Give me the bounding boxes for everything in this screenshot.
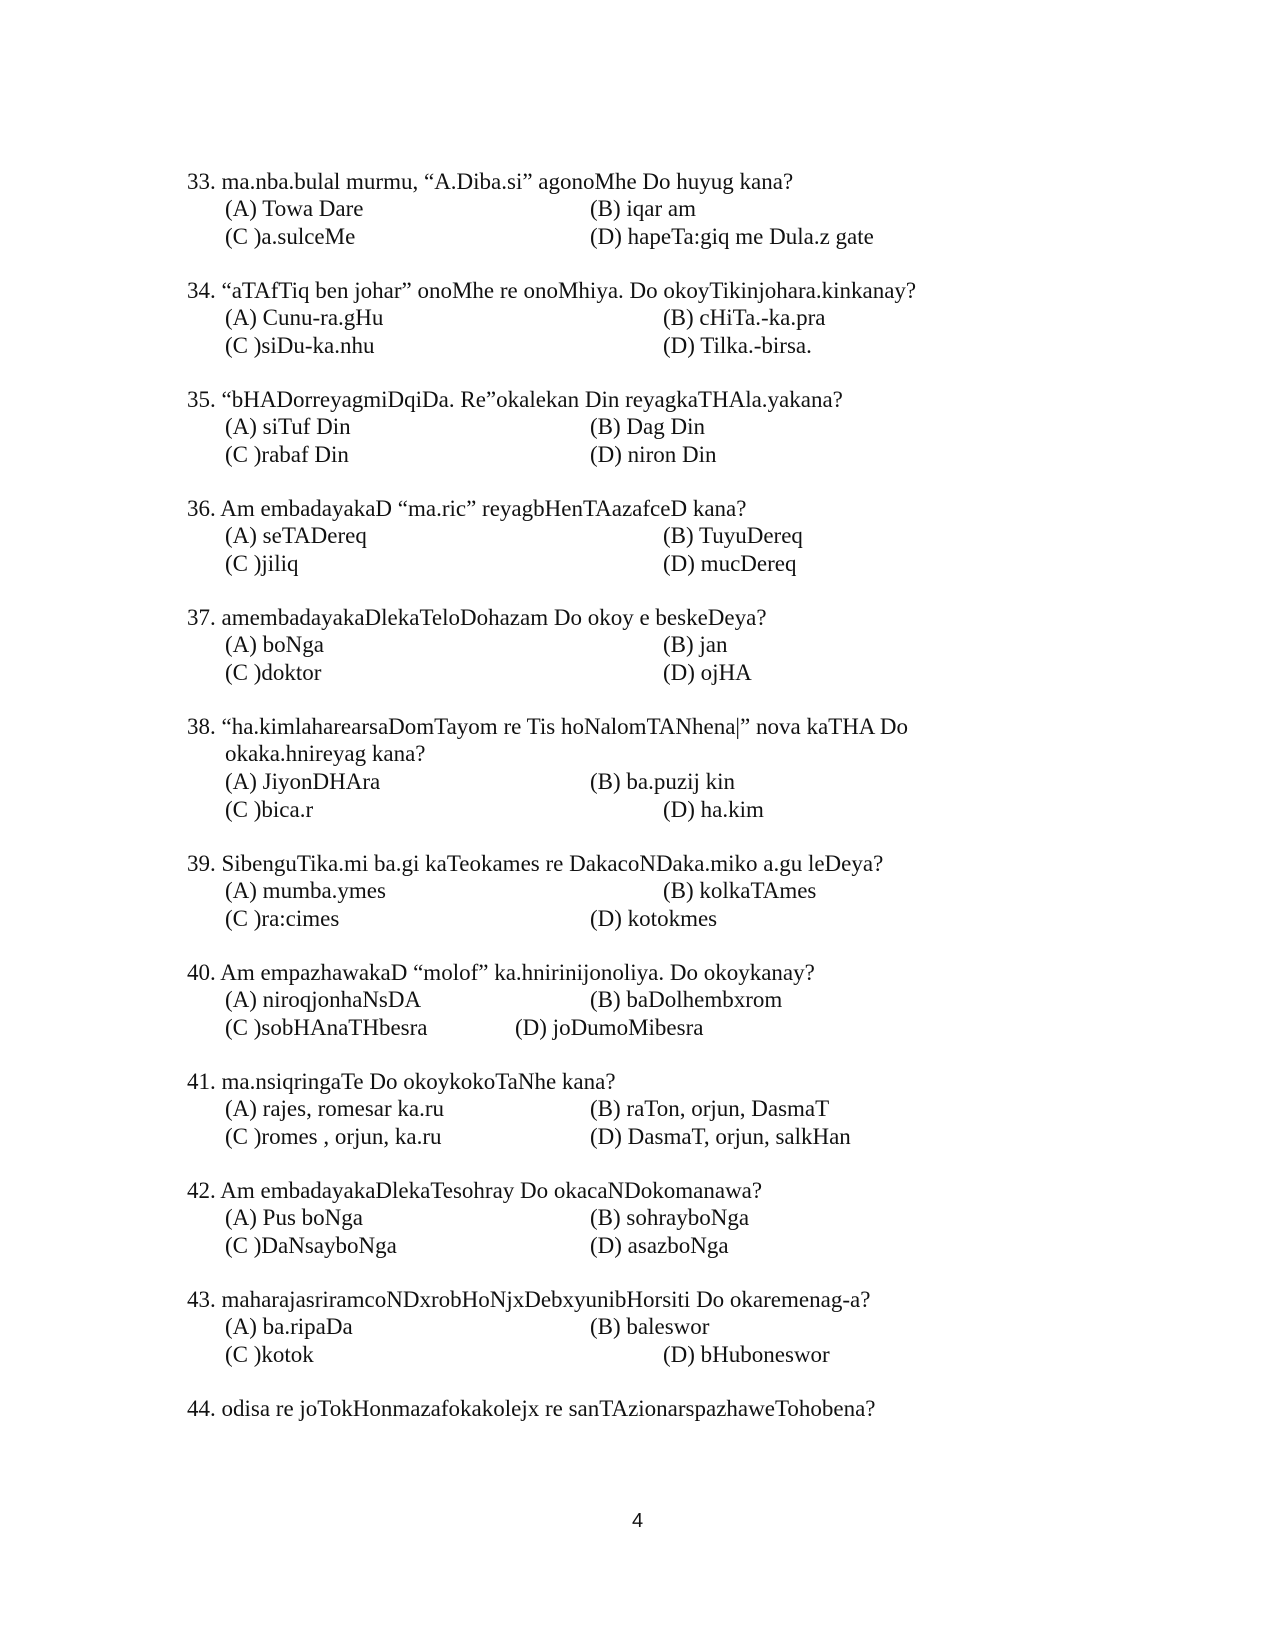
option-b: (B) jan xyxy=(663,632,728,657)
option-d: (D) ojHA xyxy=(663,660,752,685)
page-number: 4 xyxy=(631,1510,644,1532)
question-text: 34. “aTAfTiq ben johar” onoMhe re onoMhiya. Do okoyTikinjohara.kinkanay? xyxy=(187,278,917,303)
option-b: (B) kolkaTAmes xyxy=(663,878,817,903)
option-b: (B) Dag Din xyxy=(590,414,705,439)
option-b: (B) TuyuDereq xyxy=(663,523,803,548)
option-b: (B) baDolhembxrom xyxy=(590,987,783,1012)
option-d: (D) hapeTa:giq me Dula.z gate xyxy=(590,224,874,249)
option-a: (A) niroqjonhaNsDA xyxy=(225,987,422,1012)
option-d: (D) ha.kim xyxy=(663,797,764,822)
option-c: (C )siDu-ka.nhu xyxy=(225,333,375,358)
option-b: (B) sohrayboNga xyxy=(590,1205,750,1230)
option-c: (C )kotok xyxy=(225,1342,314,1367)
option-b: (B) baleswor xyxy=(590,1314,710,1339)
option-a: (A) mumba.ymes xyxy=(225,878,386,903)
question-text: 37. amembadayakaDlekaTeloDohazam Do okoy e beskeDeya? xyxy=(187,605,767,630)
question-text: 44. odisa re joTokHonmazafokakolejx re sanTAzionarspazhaweTohobena? xyxy=(187,1396,876,1421)
option-a: (A) Pus boNga xyxy=(225,1205,363,1230)
option-d: (D) DasmaT, orjun, salkHan xyxy=(590,1124,851,1149)
option-c: (C )romes , orjun, ka.ru xyxy=(225,1124,442,1149)
option-d: (D) Tilka.-birsa. xyxy=(663,333,812,358)
question-text: 33. ma.nba.bulal murmu, “A.Diba.si” agonoMhe Do huyug kana? xyxy=(187,169,794,194)
option-a: (A) siTuf Din xyxy=(225,414,351,439)
question-text: 40. Am empazhawakaD “molof” ka.hnirinijonoliya. Do okoykanay? xyxy=(187,960,815,985)
option-c: (C )sobHAnaTHbesra xyxy=(225,1015,428,1040)
question-text-continued: okaka.hnireyag kana? xyxy=(225,741,426,766)
question-text: 41. ma.nsiqringaTe Do okoykokoTaNhe kana? xyxy=(187,1069,616,1094)
option-d: (D) kotokmes xyxy=(590,906,718,931)
option-a: (A) rajes, romesar ka.ru xyxy=(225,1096,445,1121)
option-b: (B) cHiTa.-ka.pra xyxy=(663,305,826,330)
option-c: (C )doktor xyxy=(225,660,322,685)
option-b: (B) ba.puzij kin xyxy=(590,769,735,794)
option-d: (D) niron Din xyxy=(590,442,717,467)
question-text: 39. SibenguTika.mi ba.gi kaTeokames re DakacoNDaka.miko a.gu leDeya? xyxy=(187,851,884,876)
question-text: 42. Am embadayakaDlekaTesohray Do okacaNDokomanawa? xyxy=(187,1178,763,1203)
option-a: (A) Towa Dare xyxy=(225,196,364,221)
option-d: (D) asazboNga xyxy=(590,1233,729,1258)
option-c: (C )bica.r xyxy=(225,797,314,822)
question-text: 36. Am embadayakaD “ma.ric” reyagbHenTAazafceD kana? xyxy=(187,496,747,521)
option-c: (C )jiliq xyxy=(225,551,299,576)
question-text: 35. “bHADorreyagmiDqiDa. Re”okalekan Din reyagkaTHAla.yakana? xyxy=(187,387,843,412)
option-a: (A) seTADereq xyxy=(225,523,367,548)
option-c: (C )DaNsayboNga xyxy=(225,1233,397,1258)
option-a: (A) boNga xyxy=(225,632,324,657)
option-b: (B) iqar am xyxy=(590,196,697,221)
option-d: (D) bHuboneswor xyxy=(663,1342,830,1367)
option-c: (C )a.sulceMe xyxy=(225,224,356,249)
option-c: (C )ra:cimes xyxy=(225,906,340,931)
option-b: (B) raTon, orjun, DasmaT xyxy=(590,1096,830,1121)
option-c: (C )rabaf Din xyxy=(225,442,349,467)
option-d: (D) joDumoMibesra xyxy=(515,1015,704,1040)
option-a: (A) Cunu-ra.gHu xyxy=(225,305,384,330)
question-text: 38. “ha.kimlaharearsaDomTayom re Tis hoNalomTANhena|” nova kaTHA Do xyxy=(187,714,909,739)
option-a: (A) ba.ripaDa xyxy=(225,1314,353,1339)
option-d: (D) mucDereq xyxy=(663,551,797,576)
option-a: (A) JiyonDHAra xyxy=(225,769,381,794)
question-text: 43. maharajasriramcoNDxrobHoNjxDebxyunibHorsiti Do okaremenag-a? xyxy=(187,1287,871,1312)
